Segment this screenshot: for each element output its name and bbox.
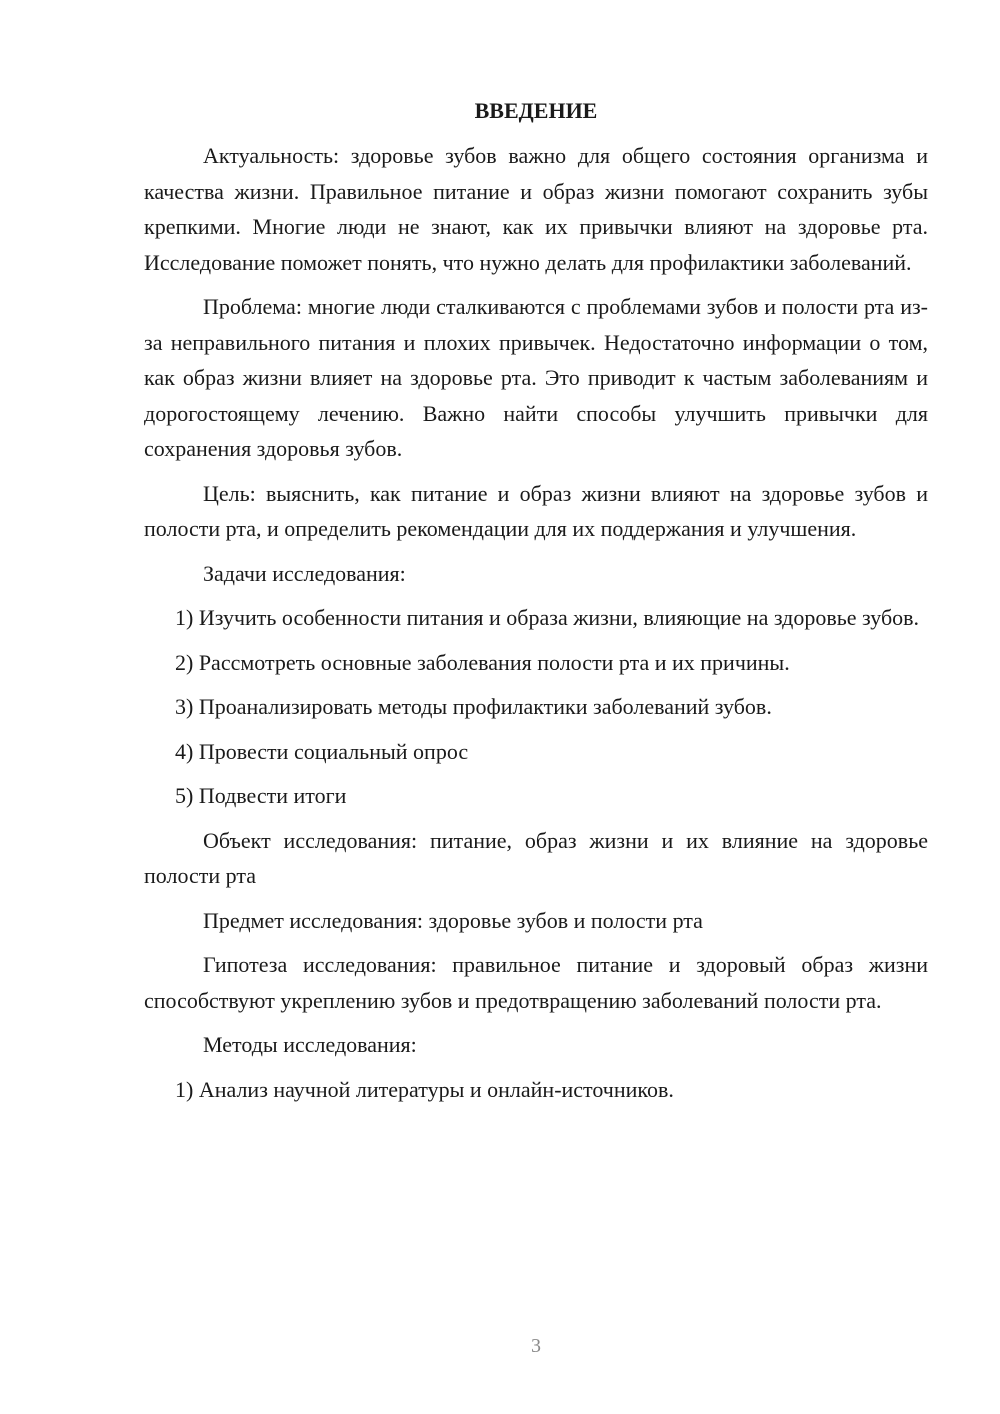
page-title: ВВЕДЕНИЕ	[474, 98, 598, 123]
method-item-1: 1) Анализ научной литературы и онлайн-источников.	[175, 1076, 674, 1102]
tasks-heading: Задачи исследования:	[203, 560, 406, 586]
task-item-5: 5) Подвести итоги	[175, 783, 347, 808]
document-page	[144, 96, 928, 1116]
task-item-2: 2) Рассмотреть основные заболевания полости рта и их причины.	[175, 649, 790, 675]
object-paragraph: Объект исследования: питание, образ жизни и их влияние на здоровье полости рта	[144, 827, 928, 888]
task-item-4: 4) Провести социальный опрос	[175, 738, 469, 764]
task-item-3: 3) Проанализировать методы профилактики заболеваний зубов.	[175, 694, 772, 719]
task-item-1: 1) Изучить особенности питания и образа жизни, влияющие на здоровье зубов.	[175, 605, 920, 630]
methods-heading: Методы исследования:	[203, 1032, 417, 1057]
relevance-paragraph: Актуальность: здоровье зубов важно для общего состояния организма и качества жизни. Правильное питание и образ жизни помогают сохранить зубы крепкими. Многие люди не знают, как их привычки влияют на здоровье рта. Исследование поможет понять, что нужно делать для профилактики заболеваний.	[144, 143, 928, 275]
methods-list	[144, 1072, 928, 1108]
hypothesis-paragraph: Гипотеза исследования: правильное питание и здоровый образ жизни способствуют укреплению зубов и предотвращению заболеваний полости рта.	[144, 952, 928, 1013]
page-number: 3	[531, 1335, 541, 1357]
subject-paragraph: Предмет исследования: здоровье зубов и полости рта	[203, 907, 703, 933]
problem-paragraph: Проблема: многие люди сталкиваются с проблемами зубов и полости рта из-за неправильного питания и плохих привычек. Недостаточно информации о том, как образ жизни влияет на здоровье рта. Это приводит к частым заболеваниям и дорогостоящему лечению. Важно найти способы улучшить привычки для сохранения здоровья зубов.	[144, 294, 928, 461]
tasks-list	[144, 600, 928, 814]
goal-paragraph: Цель: выяснить, как питание и образ жизни влияют на здоровье зубов и полости рта, и определить рекомендации для их поддержания и улучшения.	[144, 480, 928, 541]
